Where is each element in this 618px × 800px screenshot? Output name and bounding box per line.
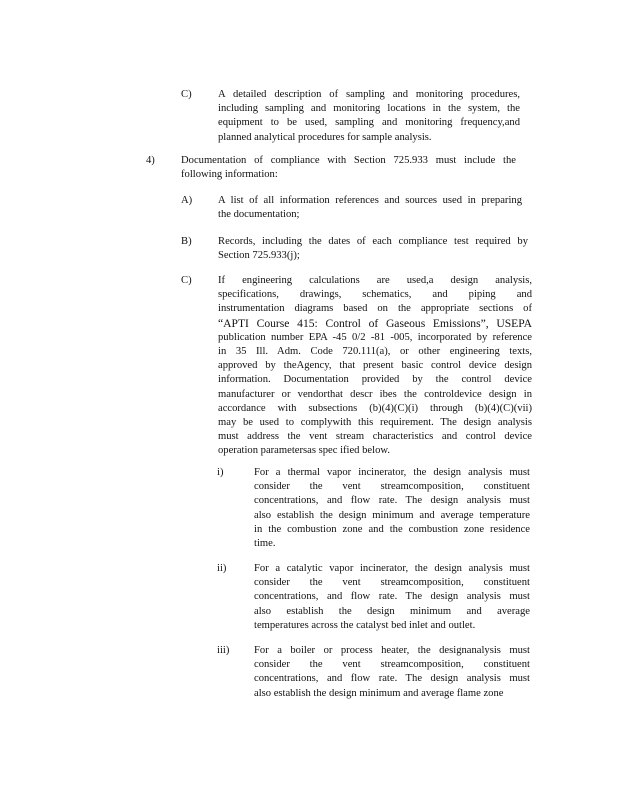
text-line: including sampling and monitoring locations in the system, the <box>218 103 520 115</box>
clause-text <box>218 235 528 263</box>
text-line: If engineering calculations are used,a design analysis, <box>218 275 532 286</box>
text-line: the documentation; <box>218 209 300 221</box>
text-line: may be used to complywith this requirement. The design analysis <box>218 417 532 429</box>
text-line: Records, including the dates of each compliance test required by <box>218 236 528 247</box>
text-line: planned analytical procedures for sample analysis. <box>218 131 432 143</box>
subclause-text <box>254 466 530 551</box>
text-line: For a catalytic vapor incinerator, the design analysis must <box>254 563 530 574</box>
clause-label: A) <box>181 195 193 206</box>
text-line: in the combustion zone and the combustion zone residence <box>254 523 530 535</box>
text-line: For a thermal vapor incinerator, the design analysis must <box>254 467 530 478</box>
subclause-label: ii) <box>217 563 227 574</box>
text-line: temperatures across the catalyst bed inlet and outlet. <box>254 619 476 631</box>
subclause-label: iii) <box>217 645 230 656</box>
text-line: equipment to be used, sampling and monitoring frequency,and <box>218 117 520 129</box>
clause-text <box>218 274 532 459</box>
text-line: publication number EPA -45 0/2 -81 -005, incorporated by reference <box>218 331 532 343</box>
clause-label: C) <box>181 275 192 286</box>
text-line: A list of all information references and sources used in preparing <box>218 195 522 206</box>
text-line: concentrations, and flow rate. The design analysis must <box>254 673 530 685</box>
text-line: consider the vent streamcomposition, constituent <box>254 659 530 671</box>
text-line: also establish the design minimum and average <box>254 605 530 617</box>
text-line: manufacturer or vendorthat descr ibes the controldevice design in <box>218 388 532 400</box>
subclause-label: i) <box>217 467 224 478</box>
text-line: Documentation of compliance with Section 725.933 must include the <box>181 155 516 166</box>
text-line: For a boiler or process heater, the designanalysis must <box>254 645 530 656</box>
text-line: time. <box>254 538 276 550</box>
section-text <box>181 154 516 182</box>
subclause-text <box>254 562 530 633</box>
text-line: operation parametersas spec ified below. <box>218 445 390 457</box>
clause-text <box>218 194 522 222</box>
text-line: also establish the design minimum and average flame zone <box>254 687 504 699</box>
text-line: A detailed description of sampling and monitoring procedures, <box>218 89 520 100</box>
text-line: concentrations, and flow rate. The design analysis must <box>254 591 530 603</box>
text-line: in 35 Ill. Adm. Code 720.111(a), or other engineering texts, <box>218 346 532 358</box>
text-line: information. Documentation provided by the control device <box>218 374 532 386</box>
text-line: concentrations, and flow rate. The design analysis must <box>254 495 530 507</box>
text-line: also establish the design minimum and average temperature <box>254 509 530 521</box>
clause-text <box>218 88 520 145</box>
clause-label: B) <box>181 236 192 247</box>
section-label: 4) <box>146 155 155 166</box>
clause-label: C) <box>181 89 192 100</box>
text-line: following information: <box>181 169 278 181</box>
text-line: consider the vent streamcomposition, constituent <box>254 577 530 589</box>
text-line: approved by theAgency, that present basic control device design <box>218 360 532 372</box>
text-line: specifications, drawings, schematics, and piping and <box>218 289 532 301</box>
text-line: “APTI Course 415: Control of Gaseous Emissions”, USEPA <box>218 316 532 330</box>
text-line: consider the vent streamcomposition, constituent <box>254 481 530 493</box>
text-line: instrumentation diagrams based on the appropriate sections of <box>218 303 532 315</box>
text-line: accordance with subsections (b)(4)(C)(i) through (b)(4)(C)(vii) <box>218 402 532 414</box>
subclause-text <box>254 644 530 701</box>
text-line: Section 725.933(j); <box>218 250 300 262</box>
text-line: must address the vent stream characteristics and control device <box>218 431 532 443</box>
